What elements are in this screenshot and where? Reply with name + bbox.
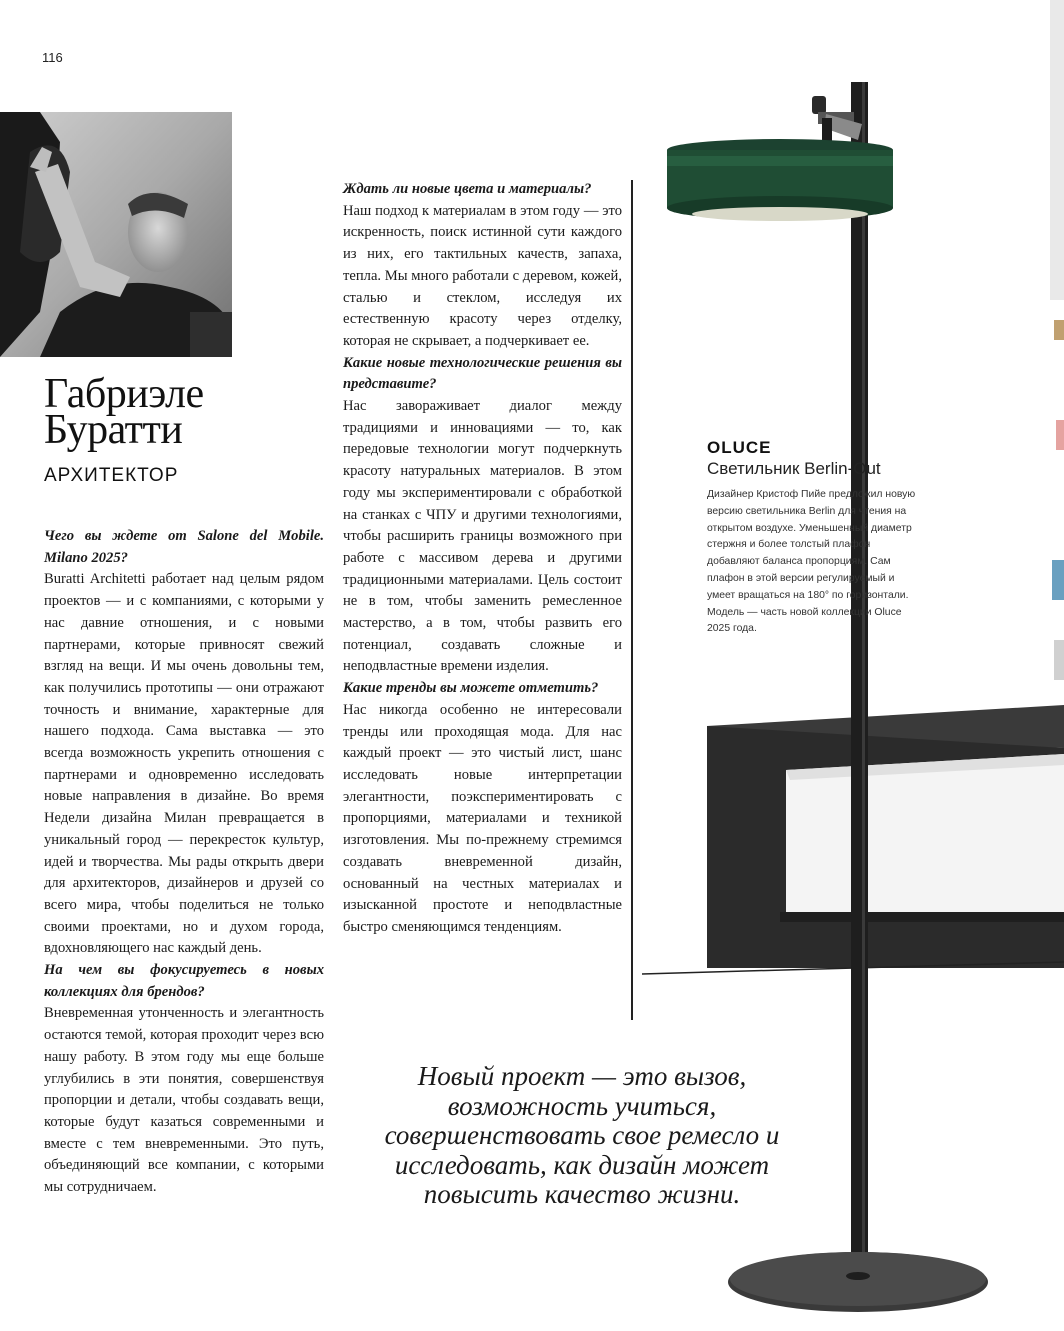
interview-answer: Нас завораживает диалог между традициями и инновациями — то, как передовые технологии могут подчеркнуть красоту натуральных материалов. В этом году мы экспериментировали с обработкой на станках с ЧПУ и другими технологиями, чтобы расширить границы возможного при работе с массивом дерева и другими традиционными материалами. Цель состоит не в том, чтобы заменить ремесленное мастерство, а в том, чтобы развить его потенциал, создавать сложные и неподвластные времени изделия. [343,398,622,675]
page-number: 116 [42,50,63,65]
interview-question: Чего вы ждете от Salone del Mobile. Milano 2025? [44,528,324,566]
product-title: Светильник Berlin-Out [707,459,881,478]
pull-quote: Новый проект — это вызов, возможность учиться, совершенствовать свое ремесло и исследовать, как дизайн может повысить качество жизни. [384,1061,780,1209]
interview-question: Какие тренды вы можете отметить? [343,680,599,697]
interview-answer: Buratti Architetti работает над целым рядом проектов — и с компаниями, с которыми у нас давние отношения, и с новыми партнерами, которые привносят свежий взгляд на вещи. И мы очень довольны тем, как получились прототипы — они отражают точность и внимание, характерные для нашего подхода. Сама выставка — это всегда возможность укрепить отношения с партнерами и одновременно исследовать новые направления в дизайне. Во время Недели дизайна Милан превращается в уникальный город — перекресток культур, идей и творчества. Мы рады открыть двери для архитекторов, дизайнеров и друзей со всего мира, чтобы поделиться не только своими проектами, но и духом города, вдохновляющего нас каждый день. [44,571,324,957]
product-caption [707,438,937,638]
interview-answer: Вневременная утонченность и элегантность остаются темой, которая проходит через всю нашу работу. В этом году мы еще больше углубились в эти понятия, совершенствуя пропорции и детали, чтобы создавать вещи, которые будут казаться современными и вместе с тем вневременными. Это путь, объединяющий все компании, с которыми мы сотрудничаем. [44,1005,324,1196]
person-role: АРХИТЕКТОР [44,465,179,486]
interview-answer: Нас никогда особенно не интересовали тренды или проходящая мода. Для нас каждый проект — это чистый лист, шанс исследовать новые интерпретации элегантности, поэкспериментировать с пропорциями, материалами и техникой изготовления. Мы по-прежнему стремимся создавать вневременной дизайн, основанный на честных материалах и изысканной простоте и неподвластные быстро сменяющимся тенденциям. [343,701,622,935]
page-edge-strip [1050,0,1064,680]
interview-question: Ждать ли новые цвета и материалы? [343,181,592,197]
person-first-name: Габриэле [44,371,204,417]
interview-question: Какие новые технологические решения вы представите? [343,354,622,393]
product-brand: OLUCE [707,438,772,457]
product-description: Дизайнер Кристоф Пийе предложил новую версию светильника Berlin для чтения на открытом воздухе. Уменьшенный диаметр стержня и более толстый плафон добавляют баланса пропорциям. Сам плафон в этой версии регулируемый и умеет вращаться на 180° по горизонтали. Модель — часть новой коллекции Oluce 2025 года. [707,489,916,635]
person-last-name: Буратти [44,407,183,453]
interview-answer: Наш подход к материалам в этом году — это искренность, поиск истинной сути каждого из них, его тактильных качеств, запаха, тепла. Мы много работали с деревом, кожей, сталью и стеклом, исследуя их естественную красоту через отделку, которая не скрывает, а подчеркивает ее. [343,202,622,349]
interview-question: На чем вы фокусируетесь в новых коллекциях для брендов? [44,962,324,1000]
